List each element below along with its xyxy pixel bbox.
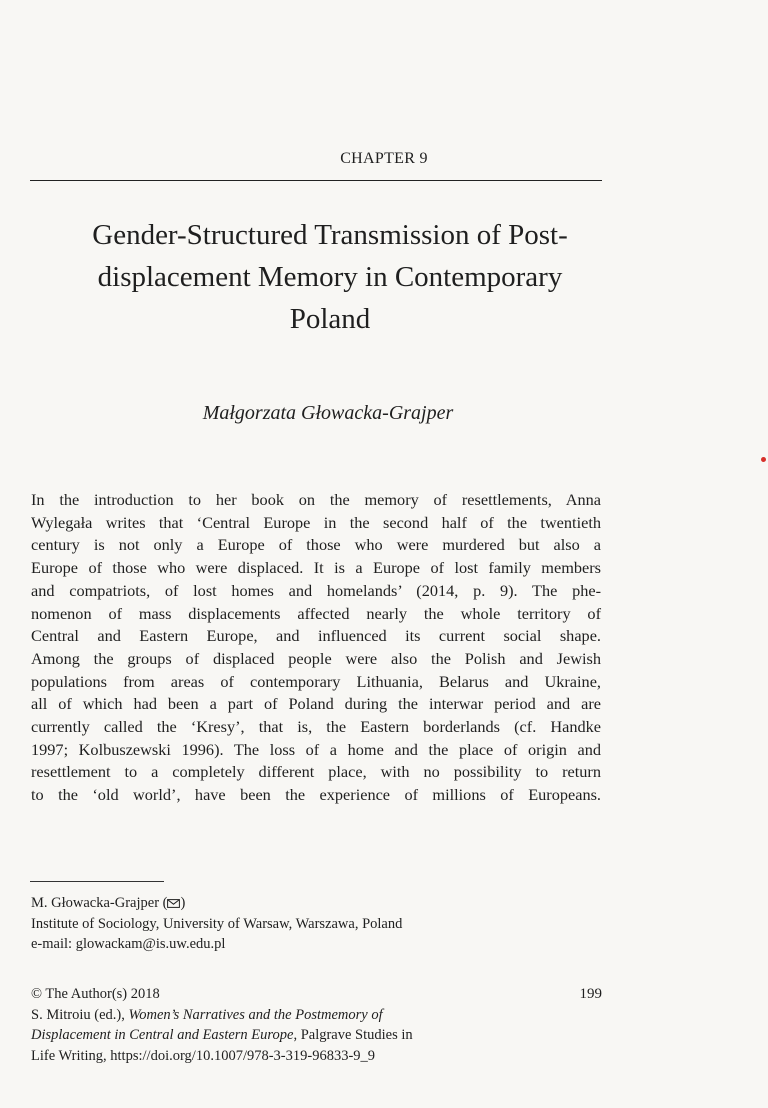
body-line: and compatriots, of lost homes and homelands’ (2014, p. 9). The phe- [31,580,601,600]
citation-editor: S. Mitroiu (ed.), [31,1006,129,1023]
body-line: Central and Eastern Europe, and influenced its current social shape. [31,626,601,646]
envelope-icon[interactable] [167,899,180,908]
affiliation-email[interactable]: e-mail: glowackam@is.uw.edu.pl [31,936,226,952]
title-line: displacement Memory in Contemporary [97,261,563,293]
body-line: populations from areas of contemporary Lithuania, Belarus and Ukraine, [31,671,601,691]
doi-line[interactable]: Life Writing, https://doi.org/10.1007/978-3-319-96833-9_9 [31,1047,376,1064]
page-number: 199 [579,986,602,1002]
body-line: 1997; Kolbuszewski 1996). The loss of a home and the place of origin and [31,739,601,759]
body-line: all of which had been a part of Poland during the interwar period and are [31,694,601,714]
chapter-title [40,214,620,340]
affiliation-name: M. Głowacka-Grajper ( [31,895,168,911]
body-line: Among the groups of displaced people were also the Polish and Jewish [31,648,601,668]
citation-line [31,1005,413,1026]
citation-line [31,1025,413,1046]
chapter-label: CHAPTER 9 [340,150,428,167]
body-paragraph [31,489,601,807]
author-affiliation [31,893,402,955]
body-line: Europe of those who were displaced. It is a Europe of lost family members [31,558,601,578]
book-title-part-2: Displacement in Central and Eastern Europe [31,1027,294,1043]
copyright-block [31,984,413,1066]
body-line: to the ‘old world’, have been the experience of millions of Europeans. [31,785,601,805]
chapter-divider [30,180,602,181]
book-title-part-1: Women’s Narratives and the Postmemory of [128,1006,383,1023]
body-line: nomenon of mass displacements affected nearly the whole territory of [31,603,601,623]
body-line: In the introduction to her book on the memory of resettlements, Anna [31,490,601,509]
footnote-divider [30,881,164,882]
copyright-line: © The Author(s) 2018 [31,986,160,1002]
title-line: Poland [289,303,371,335]
body-line: Wylegała writes that ‘Central Europe in the second half of the twentieth [31,512,601,532]
affiliation-institute: Institute of Sociology, University of Warsaw, Warszawa, Poland [31,915,403,932]
body-line: resettlement to a completely different place, with no possibility to return [31,762,601,782]
author-name: Małgorzata Głowacka-Grajper [202,402,454,424]
affiliation-name-close: ) [180,895,186,911]
body-line: currently called the ‘Kresy’, that is, the Eastern borderlands (cf. Handke [31,717,601,737]
title-line: Gender-Structured Transmission of Post- [92,219,568,251]
red-mark [761,457,766,462]
body-line: century is not only a Europe of those who were murdered but also a [31,535,601,555]
affiliation-name-line [31,893,402,914]
series-suffix: , Palgrave Studies in [293,1027,413,1043]
